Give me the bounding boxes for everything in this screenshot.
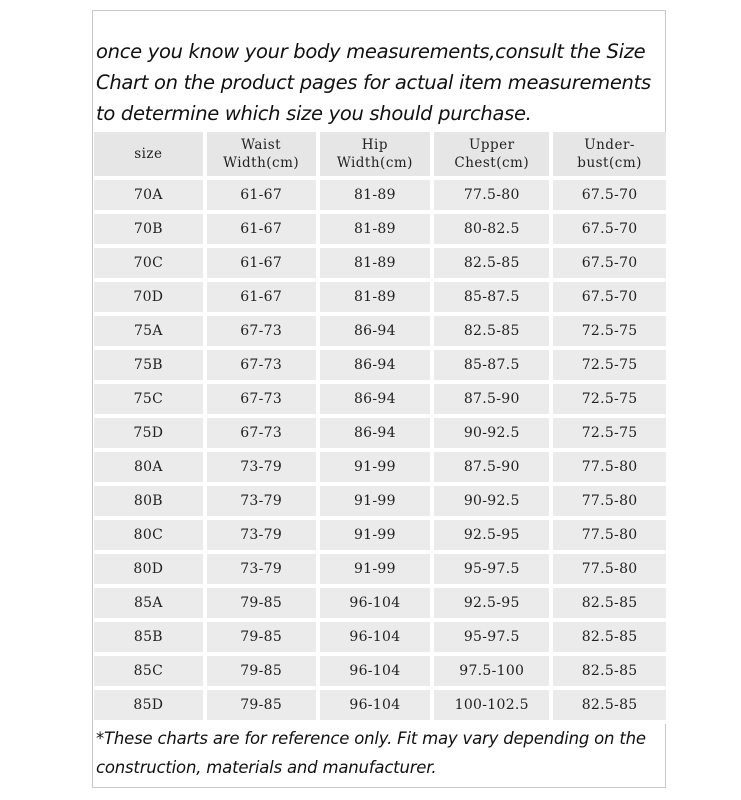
cell-upper-chest: 87.5-90: [434, 384, 553, 418]
cell-size: 75C: [94, 384, 207, 418]
table-row: [94, 384, 666, 418]
cell-underbust: 72.5-75: [553, 384, 666, 418]
cell-waist: 61-67: [207, 282, 320, 316]
cell-hip: 86-94: [320, 418, 435, 452]
cell-size: 80B: [94, 486, 207, 520]
cell-underbust: 67.5-70: [553, 248, 666, 282]
cell-size: 70D: [94, 282, 207, 316]
cell-upper-chest: 95-97.5: [434, 554, 553, 588]
cell-size: 75A: [94, 316, 207, 350]
cell-size: 85D: [94, 690, 207, 724]
cell-hip: 86-94: [320, 316, 435, 350]
cell-hip: 81-89: [320, 214, 435, 248]
cell-waist: 67-73: [207, 384, 320, 418]
cell-size: 70A: [94, 180, 207, 214]
table-row: [94, 588, 666, 622]
cell-waist: 79-85: [207, 690, 320, 724]
table-row: [94, 418, 666, 452]
cell-upper-chest: 82.5-85: [434, 316, 553, 350]
table-row: [94, 690, 666, 724]
header-row: [94, 132, 666, 180]
cell-waist: 61-67: [207, 214, 320, 248]
cell-waist: 79-85: [207, 656, 320, 690]
table-row: [94, 486, 666, 520]
table-row: [94, 248, 666, 282]
table-row: [94, 656, 666, 690]
cell-size: 70C: [94, 248, 207, 282]
cell-hip: 86-94: [320, 350, 435, 384]
cell-waist: 61-67: [207, 248, 320, 282]
cell-underbust: 72.5-75: [553, 350, 666, 384]
cell-size: 85B: [94, 622, 207, 656]
table-row: [94, 180, 666, 214]
cell-waist: 67-73: [207, 418, 320, 452]
cell-upper-chest: 92.5-95: [434, 520, 553, 554]
table-row: [94, 316, 666, 350]
cell-upper-chest: 90-92.5: [434, 486, 553, 520]
cell-size: 80C: [94, 520, 207, 554]
cell-size: 85A: [94, 588, 207, 622]
cell-underbust: 77.5-80: [553, 520, 666, 554]
cell-upper-chest: 87.5-90: [434, 452, 553, 486]
cell-waist: 79-85: [207, 588, 320, 622]
cell-hip: 81-89: [320, 248, 435, 282]
cell-waist: 61-67: [207, 180, 320, 214]
cell-size: 75D: [94, 418, 207, 452]
header-waist: Waist Width(cm): [207, 132, 320, 180]
table-row: [94, 622, 666, 656]
cell-size: 70B: [94, 214, 207, 248]
header-upper-chest: Upper Chest(cm): [434, 132, 553, 180]
cell-upper-chest: 90-92.5: [434, 418, 553, 452]
footnote-text: *These charts are for reference only. Fit may vary depending on the construction, materials and manufacturer.: [96, 729, 646, 777]
cell-underbust: 67.5-70: [553, 214, 666, 248]
cell-hip: 91-99: [320, 520, 435, 554]
cell-hip: 81-89: [320, 180, 435, 214]
cell-waist: 67-73: [207, 316, 320, 350]
cell-underbust: 82.5-85: [553, 622, 666, 656]
cell-waist: 73-79: [207, 452, 320, 486]
size-chart-table: [94, 132, 666, 724]
cell-underbust: 77.5-80: [553, 486, 666, 520]
cell-upper-chest: 85-87.5: [434, 282, 553, 316]
cell-hip: 91-99: [320, 554, 435, 588]
cell-hip: 96-104: [320, 588, 435, 622]
cell-hip: 96-104: [320, 622, 435, 656]
table-row: [94, 350, 666, 384]
cell-upper-chest: 97.5-100: [434, 656, 553, 690]
table-row: [94, 520, 666, 554]
cell-upper-chest: 85-87.5: [434, 350, 553, 384]
cell-upper-chest: 95-97.5: [434, 622, 553, 656]
intro-text: once you know your body measurements,consult the Size Chart on the product pages for actual item measurements to determine which size you should purchase.: [96, 40, 651, 125]
cell-underbust: 82.5-85: [553, 656, 666, 690]
cell-size: 75B: [94, 350, 207, 384]
cell-underbust: 82.5-85: [553, 588, 666, 622]
cell-upper-chest: 77.5-80: [434, 180, 553, 214]
cell-upper-chest: 100-102.5: [434, 690, 553, 724]
table-row: [94, 214, 666, 248]
cell-underbust: 67.5-70: [553, 180, 666, 214]
header-size: size: [94, 132, 207, 180]
cell-upper-chest: 80-82.5: [434, 214, 553, 248]
cell-waist: 73-79: [207, 486, 320, 520]
cell-hip: 96-104: [320, 690, 435, 724]
cell-hip: 81-89: [320, 282, 435, 316]
cell-hip: 96-104: [320, 656, 435, 690]
header-underbust: Under- bust(cm): [553, 132, 666, 180]
cell-underbust: 72.5-75: [553, 418, 666, 452]
cell-size: 80A: [94, 452, 207, 486]
cell-underbust: 82.5-85: [553, 690, 666, 724]
cell-size: 80D: [94, 554, 207, 588]
header-hip: Hip Width(cm): [320, 132, 435, 180]
cell-underbust: 77.5-80: [553, 452, 666, 486]
cell-waist: 73-79: [207, 554, 320, 588]
cell-waist: 67-73: [207, 350, 320, 384]
cell-upper-chest: 92.5-95: [434, 588, 553, 622]
table-row: [94, 282, 666, 316]
cell-waist: 73-79: [207, 520, 320, 554]
table-row: [94, 554, 666, 588]
cell-hip: 86-94: [320, 384, 435, 418]
cell-hip: 91-99: [320, 486, 435, 520]
cell-underbust: 77.5-80: [553, 554, 666, 588]
cell-upper-chest: 82.5-85: [434, 248, 553, 282]
cell-size: 85C: [94, 656, 207, 690]
cell-underbust: 67.5-70: [553, 282, 666, 316]
table-row: [94, 452, 666, 486]
cell-hip: 91-99: [320, 452, 435, 486]
cell-waist: 79-85: [207, 622, 320, 656]
cell-underbust: 72.5-75: [553, 316, 666, 350]
